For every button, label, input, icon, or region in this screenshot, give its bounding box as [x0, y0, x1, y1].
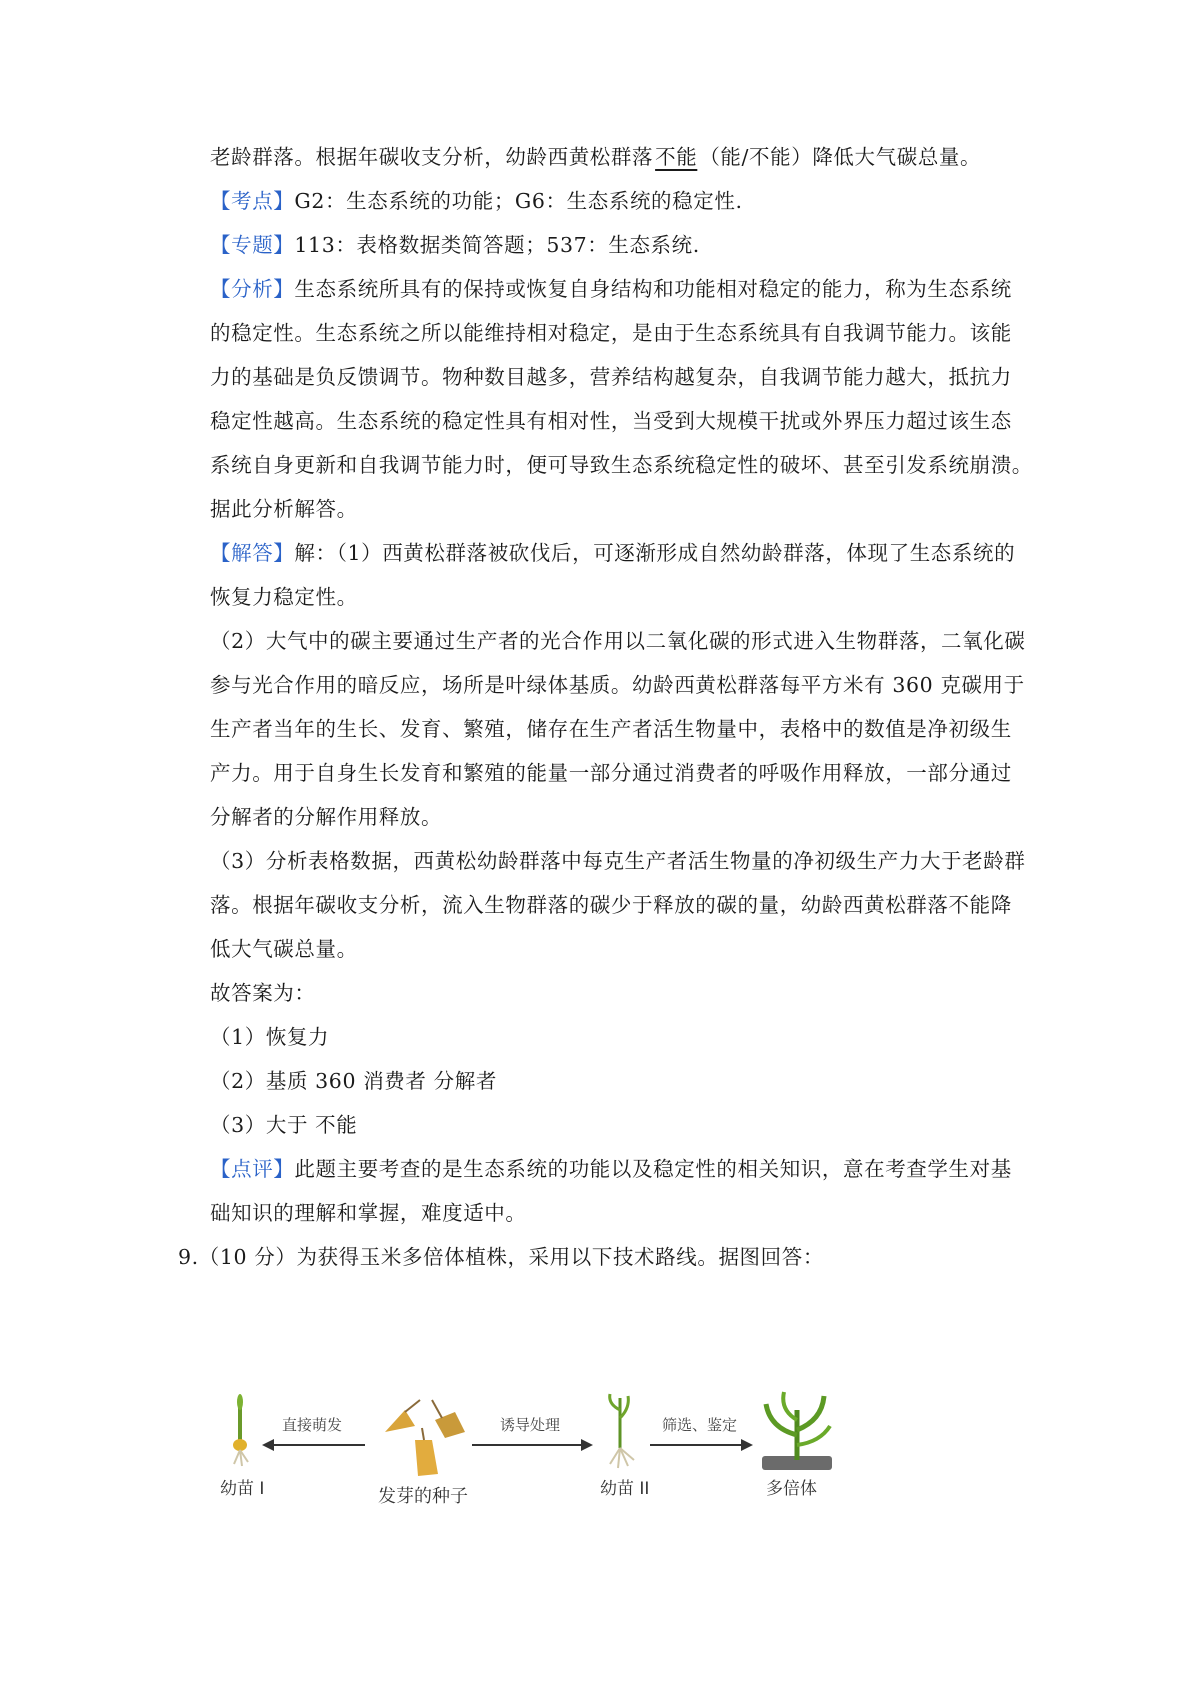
text-line: 生产者当年的生长、发育、繁殖，储存在生产者活生物量中，表格中的数值是净初级生	[210, 717, 1012, 741]
text-line: 分解者的分解作用释放。	[210, 805, 443, 829]
arrow-screening	[650, 1439, 753, 1451]
arrow-label-induction: 诱导处理	[500, 1416, 561, 1434]
text-line: 据此分析解答。	[210, 497, 358, 521]
text-line: 系统自身更新和自我调节能力时，便可导致生态系统稳定性的破坏、甚至引发系统崩溃。	[210, 453, 1033, 477]
dianping-tag: 【点评】	[210, 1157, 295, 1181]
line-text: （能/不能）降低大气碳总量。	[699, 145, 982, 169]
corn-polyploid-diagram	[210, 1390, 910, 1530]
zhuanti-line	[210, 230, 1030, 260]
germinating-seeds-icon	[385, 1400, 465, 1476]
text-line: 产力。用于自身生长发育和繁殖的能量一部分通过消费者的呼吸作用释放，一部分通过	[210, 761, 1012, 785]
text-line: 的稳定性。生态系统之所以能维持相对稳定，是由于生态系统具有自我调节能力。该能	[210, 321, 1012, 345]
diagram-graphic	[210, 1390, 910, 1530]
line-text: G2：生态系统的功能；G6：生态系统的稳定性.	[294, 189, 743, 213]
text-line: 稳定性越高。生态系统的稳定性具有相对性，当受到大规模干扰或外界压力超过该生态	[210, 409, 1012, 433]
answer-3: （3）大于 不能	[210, 1113, 358, 1137]
line-text: 此题主要考查的是生态系统的功能以及稳定性的相关知识，意在考查学生对基	[294, 1157, 1012, 1181]
arrow-label-direct: 直接萌发	[282, 1416, 343, 1434]
fenxi-tag: 【分析】	[210, 277, 295, 301]
arrow-direct-germination	[262, 1439, 365, 1451]
text-line: 低大气碳总量。	[210, 937, 358, 961]
dianping-line	[210, 1154, 1030, 1184]
text-line: 故答案为：	[210, 981, 316, 1005]
jieda-line	[210, 538, 1030, 568]
text-line: 础知识的理解和掌握，难度适中。	[210, 1201, 527, 1225]
question-9: 9.（10 分）为获得玉米多倍体植株，采用以下技术路线。据图回答：	[178, 1245, 824, 1269]
jieda-tag: 【解答】	[210, 541, 295, 565]
text-line-1	[210, 142, 1030, 172]
label-seedling-1: 幼苗 I	[220, 1479, 265, 1499]
text-line: （3）分析表格数据，西黄松幼龄群落中每克生产者活生物量的净初级生产力大于老龄群	[210, 849, 1026, 873]
line-text: 老龄群落。根据年碳收支分析，幼龄西黄松群落	[210, 145, 654, 169]
label-seedling-2: 幼苗 II	[600, 1479, 650, 1499]
arrow-label-screening: 筛选、鉴定	[662, 1416, 738, 1434]
polyploid-plant-icon	[762, 1392, 832, 1470]
seedling-2-icon	[610, 1394, 634, 1468]
fenxi-line	[210, 274, 1030, 304]
seedling-1-icon	[233, 1394, 248, 1466]
line-text: 生态系统所具有的保持或恢复自身结构和功能相对稳定的能力，称为生态系统	[294, 277, 1012, 301]
text-line: 落。根据年碳收支分析，流入生物群落的碳少于释放的碳的量，幼龄西黄松群落不能降	[210, 893, 1012, 917]
answer-2: （2）基质 360 消费者 分解者	[210, 1069, 497, 1093]
kaodian-line	[210, 186, 1030, 216]
text-line: 力的基础是负反馈调节。物种数目越多，营养结构越复杂，自我调节能力越大，抵抗力	[210, 365, 1012, 389]
text-line: 恢复力稳定性。	[210, 585, 358, 609]
text-line: （2）大气中的碳主要通过生产者的光合作用以二氧化碳的形式进入生物群落，二氧化碳	[210, 629, 1026, 653]
label-germinating-seeds: 发芽的种子	[378, 1486, 468, 1507]
zhuanti-tag: 【专题】	[210, 233, 295, 257]
answer-blank: 不能	[655, 145, 698, 169]
text-line: 参与光合作用的暗反应，场所是叶绿体基质。幼龄西黄松群落每平方米有 360 克碳用于	[210, 673, 1025, 697]
answer-1: （1）恢复力	[210, 1025, 330, 1049]
line-text: 解：（1）西黄松群落被砍伐后，可逐渐形成自然幼龄群落，体现了生态系统的	[294, 541, 1016, 565]
arrow-induction	[472, 1439, 593, 1451]
kaodian-tag: 【考点】	[210, 189, 295, 213]
label-polyploid: 多倍体	[766, 1479, 817, 1499]
line-text: 113：表格数据类简答题；537：生态系统.	[294, 233, 700, 257]
